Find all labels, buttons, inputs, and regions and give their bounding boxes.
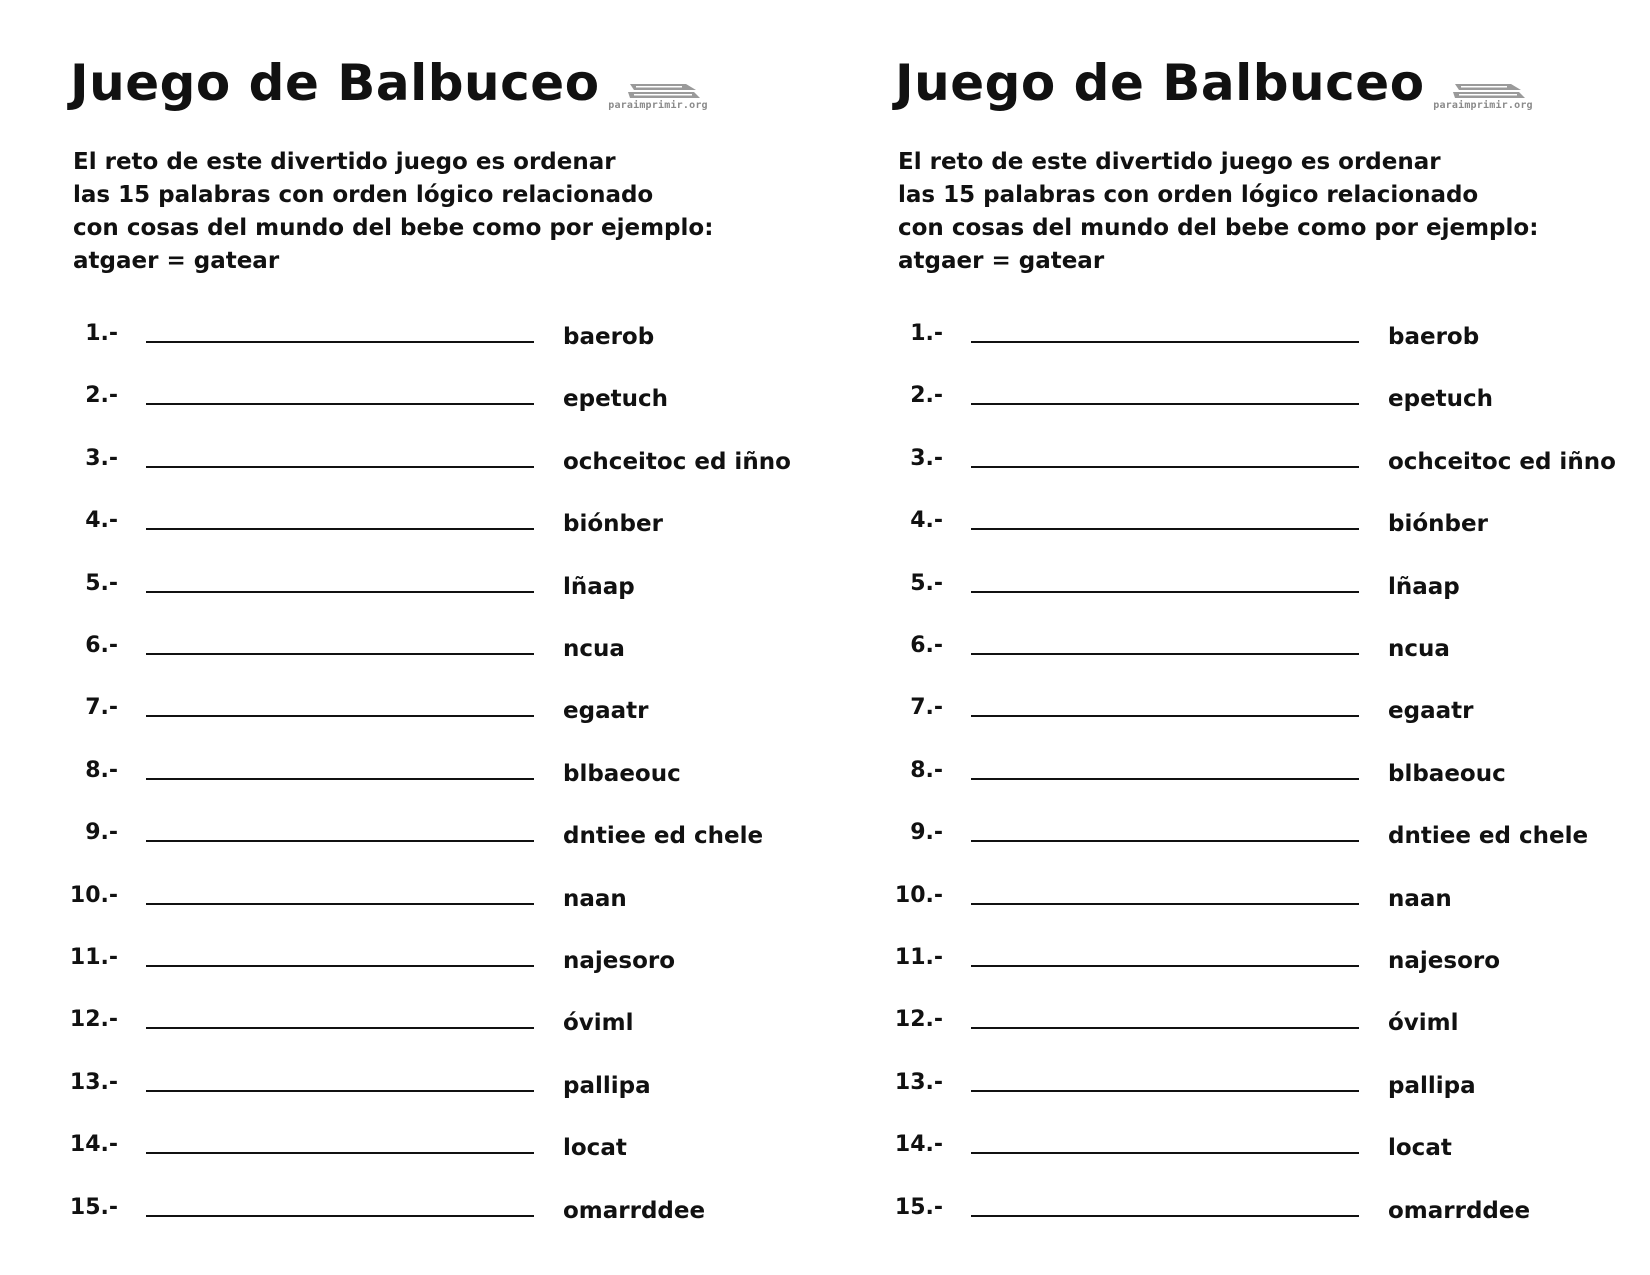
instructions-example: atgaer = gatear [73,248,280,274]
item-number: 11.- [894,945,943,970]
answer-blank-line[interactable] [146,1152,534,1154]
answer-blank-line[interactable] [146,1215,534,1217]
item-number: 6.- [85,633,118,658]
scrambled-word: baerob [563,324,655,350]
scrambled-word: egaatr [563,698,649,725]
list-item [825,447,1650,487]
answer-blank-line[interactable] [146,840,534,842]
scrambled-word: lñaap [563,573,635,600]
scrambled-word: ochceitoc ed iñno [563,448,791,475]
list-item [0,759,825,799]
item-number: 12.- [69,1007,118,1033]
answer-blank-line[interactable] [146,903,534,905]
item-number: 9.- [85,820,118,846]
item-number: 1.- [910,321,943,346]
scrambled-word: najesoro [1388,948,1501,974]
scrambled-word: óviml [563,1010,634,1037]
answer-blank-line[interactable] [146,778,534,780]
answer-blank-line[interactable] [146,653,534,655]
item-number: 2.- [910,383,943,409]
item-number: 2.- [85,383,118,409]
worksheet-right [825,0,1650,1275]
answer-blank-line[interactable] [146,1090,534,1092]
list-item [825,322,1650,362]
instructions-line: con cosas del mundo del bebe como por ejemplo: [898,215,1539,241]
item-number: 7.- [910,695,943,721]
list-item [0,946,825,986]
item-number: 7.- [85,695,118,721]
item-number: 9.- [910,820,943,846]
list-item [825,946,1650,986]
list-item [0,1133,825,1173]
list-item [825,821,1650,861]
answer-blank-line[interactable] [971,528,1359,530]
instructions-line: las 15 palabras con orden lógico relacionado [898,182,1479,208]
list-item [0,884,825,924]
answer-blank-line[interactable] [971,1090,1359,1092]
instructions-line: las 15 palabras con orden lógico relacionado [73,182,654,208]
instructions-example: atgaer = gatear [898,248,1105,274]
scrambled-word: naan [1388,885,1452,912]
item-number: 4.- [85,508,118,534]
item-number: 10.- [69,882,118,908]
list-item [825,384,1650,424]
scrambled-word: óviml [1388,1010,1459,1037]
scrambled-word: locat [1388,1135,1452,1162]
answer-blank-line[interactable] [971,653,1359,655]
answer-blank-line[interactable] [971,403,1359,405]
scrambled-word: dntiee ed chele [563,823,764,850]
item-number: 15.- [69,1194,118,1220]
list-item [825,572,1650,612]
list-item [825,1196,1650,1236]
list-item [825,696,1650,736]
scrambled-word: lñaap [1388,573,1460,600]
answer-blank-line[interactable] [971,778,1359,780]
word-list [825,0,1650,1275]
item-number: 15.- [894,1194,943,1220]
list-item [0,1008,825,1048]
scrambled-word: egaatr [1388,698,1474,725]
list-item [825,759,1650,799]
item-number: 5.- [910,570,943,596]
list-item [0,696,825,736]
scrambled-word: pallipa [1388,1072,1476,1099]
item-number: 3.- [910,445,943,471]
worksheet-title: Juego de Balbuceo [895,54,1425,112]
item-number: 13.- [894,1069,943,1095]
item-number: 1.- [85,321,118,346]
answer-blank-line[interactable] [146,1027,534,1029]
answer-blank-line[interactable] [971,341,1359,343]
scrambled-word: blbaeouc [563,760,681,787]
list-item [0,447,825,487]
logo-text: paraimprimir.org [608,100,708,111]
scrambled-word: omarrddee [1388,1197,1531,1224]
answer-blank-line[interactable] [971,965,1359,967]
item-number: 6.- [910,633,943,658]
instructions-line: con cosas del mundo del bebe como por ejemplo: [73,215,714,241]
list-item [825,1071,1650,1111]
scrambled-word: najesoro [563,948,676,974]
scrambled-word: ncua [1388,636,1450,662]
scrambled-word: locat [563,1135,627,1162]
list-item [0,509,825,549]
item-number: 4.- [910,508,943,534]
item-number: 11.- [69,945,118,970]
item-number: 14.- [69,1132,118,1158]
scrambled-word: omarrddee [563,1197,706,1224]
answer-blank-line[interactable] [971,591,1359,593]
list-item [0,1071,825,1111]
scrambled-word: epetuch [1388,386,1494,413]
answer-blank-line[interactable] [146,715,534,717]
list-item [0,1196,825,1236]
instructions-line: El reto de este divertido juego es ordenar [73,149,616,175]
list-item [825,1008,1650,1048]
scrambled-word: dntiee ed chele [1388,823,1589,850]
item-number: 13.- [69,1069,118,1095]
item-number: 5.- [85,570,118,596]
scrambled-word: blbaeouc [1388,760,1506,787]
list-item [825,884,1650,924]
answer-blank-line[interactable] [971,1215,1359,1217]
answer-blank-line[interactable] [971,466,1359,468]
list-item [0,821,825,861]
list-item [825,509,1650,549]
instructions-line: El reto de este divertido juego es ordenar [898,149,1441,175]
answer-blank-line[interactable] [971,1027,1359,1029]
scrambled-word: baerob [1388,324,1480,350]
answer-blank-line[interactable] [971,715,1359,717]
scrambled-word: biónber [1388,511,1488,538]
list-item [0,322,825,362]
item-number: 12.- [894,1007,943,1033]
answer-blank-line[interactable] [146,466,534,468]
answer-blank-line[interactable] [971,903,1359,905]
scrambled-word: ncua [563,636,625,662]
list-item [825,634,1650,674]
scrambled-word: ochceitoc ed iñno [1388,448,1616,475]
item-number: 3.- [85,445,118,471]
item-number: 8.- [910,757,943,783]
answer-blank-line[interactable] [146,591,534,593]
answer-blank-line[interactable] [146,403,534,405]
scrambled-word: epetuch [563,386,669,413]
list-item [0,384,825,424]
item-number: 10.- [894,882,943,908]
answer-blank-line[interactable] [146,965,534,967]
scrambled-word: pallipa [563,1072,651,1099]
answer-blank-line[interactable] [146,528,534,530]
list-item [0,634,825,674]
answer-blank-line[interactable] [971,840,1359,842]
scrambled-word: naan [563,885,627,912]
logo-text: paraimprimir.org [1433,100,1533,111]
answer-blank-line[interactable] [971,1152,1359,1154]
answer-blank-line[interactable] [146,341,534,343]
item-number: 8.- [85,757,118,783]
item-number: 14.- [894,1132,943,1158]
worksheet-title: Juego de Balbuceo [70,54,600,112]
list-item [825,1133,1650,1173]
scrambled-word: biónber [563,511,663,538]
list-item [0,572,825,612]
